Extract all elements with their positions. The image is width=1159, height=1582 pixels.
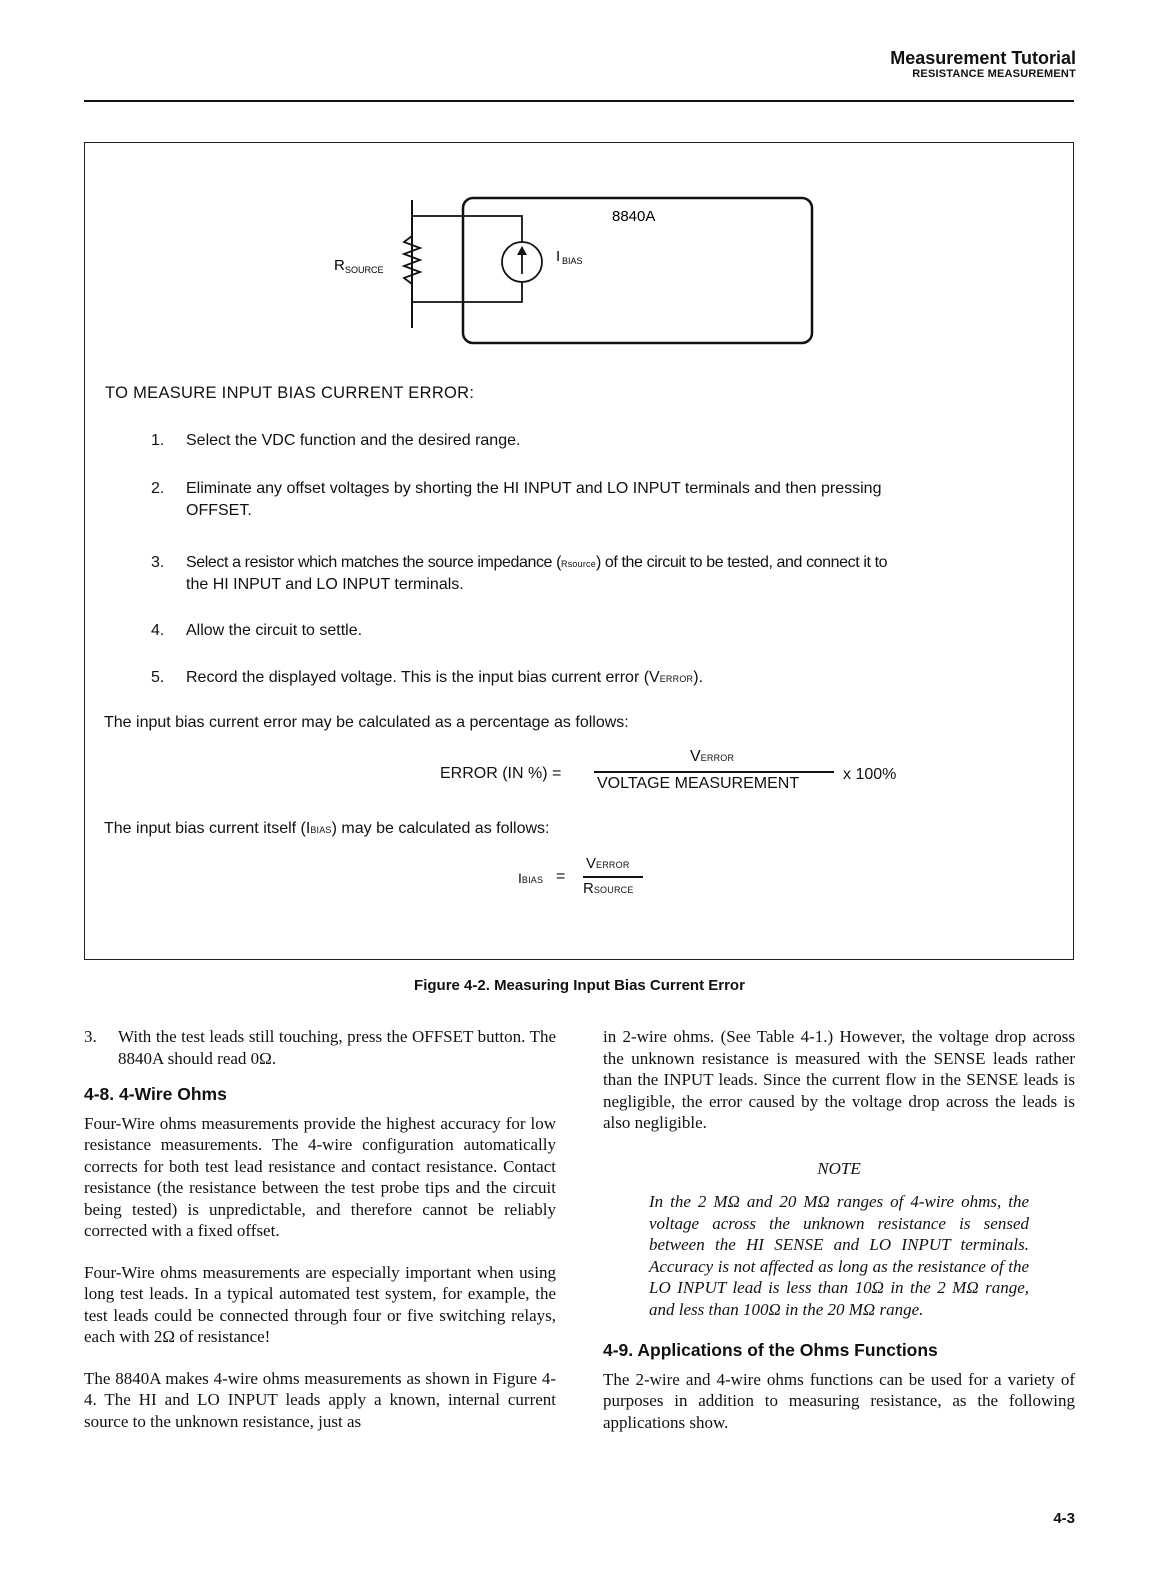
list-item-3 xyxy=(84,1026,556,1069)
step-text: Record the displayed voltage. This is the input bias current error (V xyxy=(186,669,660,686)
step-2 xyxy=(151,478,1051,522)
circuit-diagram xyxy=(300,190,840,360)
list-item-text: With the test leads still touching, press the OFFSET button. The 8840A should read 0Ω. xyxy=(118,1027,556,1068)
header-rule xyxy=(84,100,1074,102)
step-text: Select the VDC function and the desired range. xyxy=(186,432,521,449)
figure-paragraph-2: The input bias current itself (IBIAS) may be calculated as follows: xyxy=(104,820,550,837)
step-text: Select a resistor which matches the source impedance ( xyxy=(186,554,562,571)
step-1 xyxy=(151,430,1051,452)
step-text-sub: ERROR xyxy=(659,674,694,684)
step-text-end: ) of the circuit to be tested, and connect it to xyxy=(595,554,888,571)
step-text-sub: Rsource xyxy=(561,559,596,569)
step-5 xyxy=(151,667,1051,689)
step-number: 2. xyxy=(151,480,165,497)
step-text: Allow the circuit to settle. xyxy=(186,622,363,639)
equation-2-numerator-sub: ERROR xyxy=(596,860,630,870)
current-label-sub: BIAS xyxy=(562,256,583,266)
top-wire xyxy=(412,216,522,242)
section-heading-4-9: 4-9. Applications of the Ohms Functions xyxy=(603,1340,938,1360)
section-heading-4-8: 4-8. 4-Wire Ohms xyxy=(84,1084,227,1104)
page-number: 4-3 xyxy=(1053,1510,1075,1527)
step-number: 3. xyxy=(151,554,165,571)
equation-2-lhs-sub: BIAS xyxy=(521,875,544,885)
step-text: Eliminate any offset voltages by shorting the HI INPUT and LO INPUT terminals and then pressing xyxy=(186,480,882,497)
equation-1-lhs: ERROR (IN %) = xyxy=(440,765,562,782)
bottom-wire xyxy=(412,282,522,302)
step-number: 5. xyxy=(151,669,165,686)
running-header-subtitle: RESISTANCE MEASUREMENT xyxy=(912,68,1076,80)
equation-1-numerator-sub: ERROR xyxy=(700,753,735,763)
equation-1-denominator: VOLTAGE MEASUREMENT xyxy=(597,775,800,792)
step-3 xyxy=(151,552,1051,596)
step-number: 1. xyxy=(151,432,165,449)
equation-1-numerator: VERROR xyxy=(690,748,735,765)
resistor-label: R xyxy=(334,257,345,274)
step-text-line2: OFFSET. xyxy=(186,502,252,519)
equation-1-fraction-bar xyxy=(594,771,834,773)
equation-2-numerator: VERROR xyxy=(586,855,630,872)
current-arrow-head xyxy=(517,246,527,255)
equation-1-rhs: x 100% xyxy=(843,766,897,783)
paragraph: The 2-wire and 4-wire ohms functions can be used for a variety of purposes in addition to measuring resistance, as the following applications show. xyxy=(603,1369,1075,1432)
left-column xyxy=(84,1026,556,1432)
note-title: NOTE xyxy=(817,1158,861,1178)
instrument-label: 8840A xyxy=(612,208,656,225)
equation-2-lhs: IBIAS xyxy=(518,870,544,886)
equation-2-fraction-bar xyxy=(583,876,643,878)
figure-paragraph-1: The input bias current error may be calculated as a percentage as follows: xyxy=(104,714,629,731)
note-body: In the 2 MΩ and 20 MΩ ranges of 4-wire ohms, the voltage across the unknown resistance is sensed between the HI SENSE and LO INPUT terminals. Accuracy is not affected as long as the resistance of the LO INPUT lead is less than 10Ω in the 2 MΩ range, and less than 100Ω in the 20 MΩ range. xyxy=(649,1192,1029,1319)
paragraph: Four-Wire ohms measurements are especially important when using long test leads. In a typical automated test system, for example, the test leads could be connected through four or five switching relays, each with 2Ω of resistance! xyxy=(84,1262,556,1346)
figure-caption: Figure 4-2. Measuring Input Bias Current Error xyxy=(414,977,745,994)
paragraph: The 8840A makes 4-wire ohms measurements as shown in Figure 4-4. The HI and LO INPUT leads apply a known, internal current source to the unknown resistance, just as xyxy=(84,1368,556,1431)
figure-heading: TO MEASURE INPUT BIAS CURRENT ERROR: xyxy=(105,384,475,402)
list-item-number: 3. xyxy=(84,1027,97,1046)
paragraph: Four-Wire ohms measurements provide the highest accuracy for low resistance measurements. The 4-wire configuration automatically corrects for both test lead resistance and contact resistance. Contact resistance (the resistance between the test probe tips and the circuit being tested) is unpredictable, and therefore cannot be reliably corrected with a fixed offset. xyxy=(84,1113,556,1240)
equation-2-denominator-sub: SOURCE xyxy=(593,885,634,895)
step-4 xyxy=(151,620,1051,642)
paragraph: in 2-wire ohms. (See Table 4-1.) However, the voltage drop across the unknown resistance is measured with the SENSE leads rather than the INPUT leads. Since the current flow in the SENSE leads is negligible, the error caused by the voltage drop across the leads is also negligible. xyxy=(603,1027,1075,1132)
step-text-end: ). xyxy=(693,669,704,686)
resistor-label-sub: SOURCE xyxy=(345,265,384,275)
current-label: I xyxy=(556,248,561,265)
step-text-line2: the HI INPUT and LO INPUT terminals. xyxy=(186,576,464,593)
step-number: 4. xyxy=(151,622,165,639)
right-column xyxy=(603,1026,1075,1433)
figure-paragraph-2-sub: BIAS xyxy=(310,825,332,835)
running-header-title: Measurement Tutorial xyxy=(890,48,1076,68)
equation-2-equals: = xyxy=(556,868,566,885)
equation-2-denominator: RSOURCE xyxy=(583,880,634,897)
